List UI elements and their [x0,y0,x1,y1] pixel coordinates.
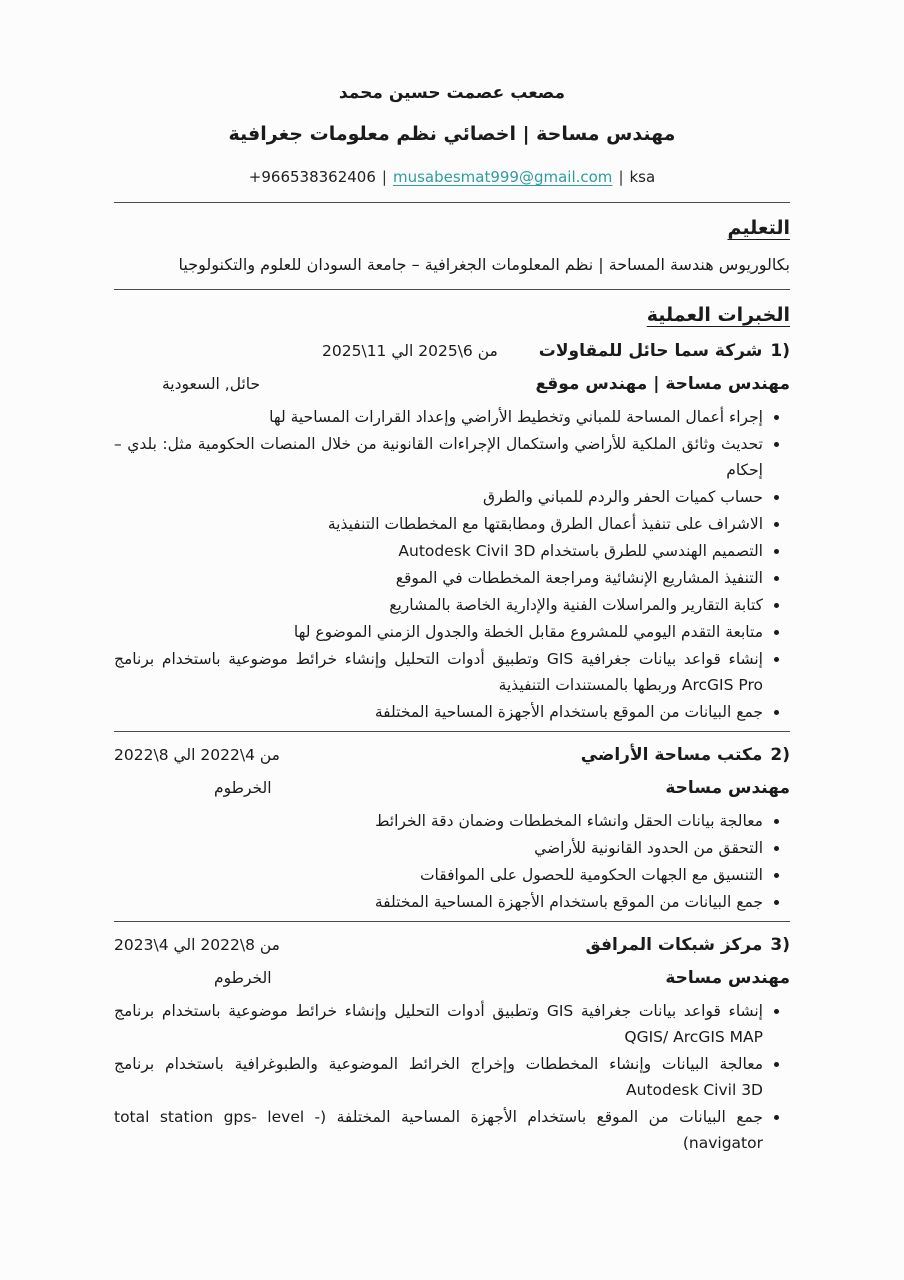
section-divider [114,202,790,203]
bullet-item: • التنسيق مع الجهات الحكومية للحصول على الموافقات [114,862,763,888]
education-heading: التعليم [727,217,790,239]
bullet-item: • حساب كميات الحفر والردم للمباني والطرق [114,484,763,510]
bullet-item: • جمع البيانات من الموقع باستخدام الأجهزة المساحية المختلفة [114,889,763,915]
entry-role: مهندس مساحة [665,778,790,798]
experience-entry-2 [114,745,790,915]
entry-bullet-list [114,998,790,1156]
entry-number: 1) [770,341,790,361]
bullet-item: • إنشاء قواعد بيانات جغرافية GIS وتطبيق أدوات التحليل وإنشاء خرائط موضوعية باستخدام برنامج QGIS/ ArcGIS MAP [114,998,763,1050]
company-title: مركز شبكات المرافق [585,935,763,955]
section-divider [114,289,790,290]
experience-section [114,302,790,1156]
entry-role: مهندس مساحة | مهندس موقع [535,374,790,394]
entry-number: 2) [770,745,790,765]
email-link[interactable]: musabesmat999@gmail.com [392,168,613,186]
contact-line [114,167,790,187]
bullet-item: • إجراء أعمال المساحة للمباني وتخطيط الأراضي وإعداد القرارات المساحية لها [114,404,763,430]
bullet-item: • معالجة البيانات وإنشاء المخططات وإخراج الخرائط الموضوعية والطبوغرافية باستخدام برنامج Autodesk Civil 3D [114,1051,763,1103]
experience-entry-3 [114,935,790,1156]
section-divider [114,921,790,922]
entry-bullet-list [114,808,790,915]
bullet-item: • التنفيذ المشاريع الإنشائية ومراجعة المخططات في الموقع [114,565,763,591]
company-name [539,341,790,361]
phone-number: +966538362406 [248,168,376,186]
bullet-item: • الاشراف على تنفيذ أعمال الطرق ومطابقتها مع المخططات التنفيذية [114,511,763,537]
bullet-item: • جمع البيانات من الموقع باستخدام الأجهزة المساحية المختلفة (total station gps- level -navigator) [114,1104,763,1156]
job-title: مهندس مساحة | اخصائي نظم معلومات جغرافية [228,123,676,145]
bullet-item: • متابعة التقدم اليومي للمشروع مقابل الخطة والجدول الزمني الموضوع لها [114,619,763,645]
bullet-item: • كتابة التقارير والمراسلات الفنية والإدارية الخاصة بالمشاريع [114,592,763,618]
entry-location: حائل, السعودية [162,375,261,393]
entry-bullet-list [114,404,790,725]
entry-dates: من 4\2022 الي 8\2022 [114,746,280,764]
experience-entry-1 [114,341,790,725]
company-title: شركة سما حائل للمقاولات [538,341,763,361]
education-section [114,215,790,276]
cv-header [114,82,790,187]
separator: | [381,168,387,186]
entry-dates: من 6\2025 الي 11\2025 [322,342,498,360]
bullet-item: • التحقق من الحدود القانونية للأراضي [114,835,763,861]
entry-dates: من 8\2022 الي 4\2023 [114,936,280,954]
entry-role: مهندس مساحة [665,968,790,988]
section-divider [114,731,790,732]
education-degree: بكالوريوس هندسة المساحة | نظم المعلومات الجغرافية – جامعة السودان للعلوم والتكنولوجيا [178,255,790,274]
entry-location: الخرطوم [214,969,272,987]
company-name [581,745,790,765]
bullet-item: • تحديث وثائق الملكية للأراضي واستكمال الإجراءات القانونية من خلال المنصات الحكومية مثل: بلدي – إحكام [114,431,763,483]
company-name [586,935,790,955]
bullet-item: • إنشاء قواعد بيانات جغرافية GIS وتطبيق أدوات التحليل وإنشاء خرائط موضوعية باستخدام برنامج ArcGIS Pro وربطها بالمستندات التنفيذية [114,646,763,698]
bullet-item: • جمع البيانات من الموقع باستخدام الأجهزة المساحية المختلفة [114,699,763,725]
bullet-item: • معالجة بيانات الحقل وانشاء المخططات وضمان دقة الخرائط [114,808,763,834]
person-name: مصعب عصمت حسين محمد [338,83,566,103]
experience-heading: الخبرات العملية [646,304,790,326]
country-text: ksa [629,168,656,186]
bullet-item: • التصميم الهندسي للطرق باستخدام Autodesk Civil 3D [114,538,763,564]
separator: | [618,168,624,186]
company-title: مكتب مساحة الأراضي [580,745,763,765]
entry-location: الخرطوم [214,779,272,797]
entry-number: 3) [770,935,790,955]
